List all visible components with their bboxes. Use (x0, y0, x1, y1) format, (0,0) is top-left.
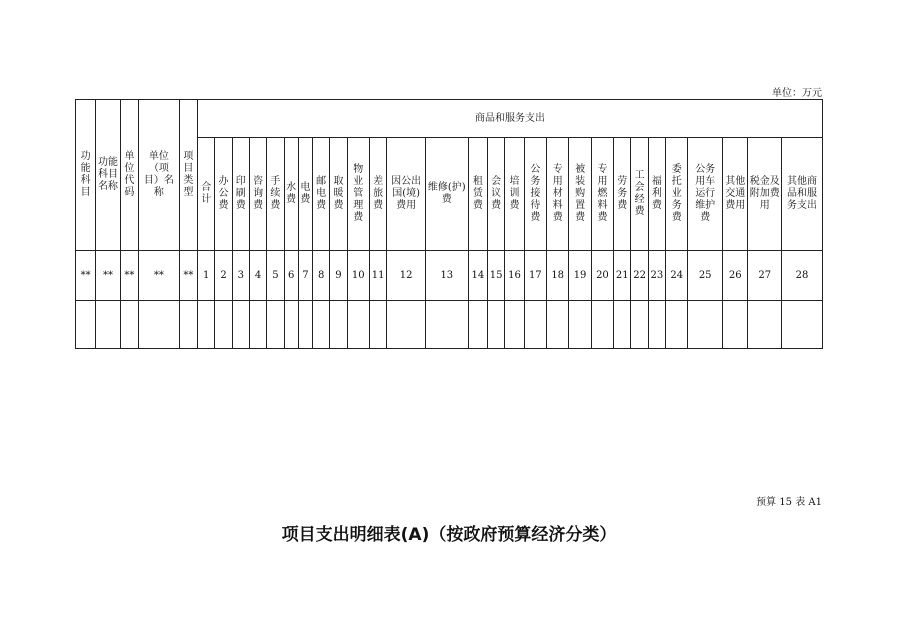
empty-cell (198, 301, 215, 349)
sub-header-12: 因公出国(境)费用 (387, 138, 426, 251)
empty-cell (648, 301, 665, 349)
column-number: 22 (631, 251, 648, 301)
empty-data-row (76, 301, 823, 349)
sub-header-7: 电费 (298, 138, 312, 251)
empty-cell (387, 301, 426, 349)
column-number: 1 (198, 251, 215, 301)
empty-cell (569, 301, 591, 349)
sub-header-24: 委托业务费 (666, 138, 688, 251)
column-number: 24 (666, 251, 688, 301)
column-number: 17 (524, 251, 546, 301)
empty-cell (298, 301, 312, 349)
group-header-goods-services: 商品和服务支出 (198, 100, 823, 138)
empty-cell (666, 301, 688, 349)
empty-cell (631, 301, 648, 349)
column-number: 12 (387, 251, 426, 301)
sub-header-1: 合计 (198, 138, 215, 251)
header-unit-code: 单位代码 (120, 100, 138, 251)
header-project-type: 项目类型 (179, 100, 197, 251)
empty-cell (284, 301, 298, 349)
budget-table (75, 99, 823, 349)
sub-header-21: 劳务费 (614, 138, 631, 251)
header-row-1 (76, 100, 823, 138)
column-number: 21 (614, 251, 631, 301)
header-unit-project-name: 单位（项目）名称 (139, 100, 180, 251)
column-number-row (76, 251, 823, 301)
sub-header-20: 专用燃料费 (591, 138, 613, 251)
empty-cell (179, 301, 197, 349)
column-number: 20 (591, 251, 613, 301)
sub-header-22: 工会经费 (631, 138, 648, 251)
column-number: 28 (782, 251, 823, 301)
code-cell: ** (96, 251, 120, 301)
column-number: 25 (688, 251, 723, 301)
column-number: 2 (215, 251, 232, 301)
code-cell: ** (179, 251, 197, 301)
column-number: 9 (330, 251, 347, 301)
sub-header-9: 取暖费 (330, 138, 347, 251)
column-number: 18 (547, 251, 569, 301)
empty-cell (267, 301, 284, 349)
code-cell: ** (139, 251, 180, 301)
sub-header-19: 被装购置费 (569, 138, 591, 251)
sub-header-17: 公务接待费 (524, 138, 546, 251)
column-number: 7 (298, 251, 312, 301)
empty-cell (425, 301, 468, 349)
sub-header-18: 专用材料费 (547, 138, 569, 251)
empty-cell (614, 301, 631, 349)
sub-header-28: 其他商品和服务支出 (782, 138, 823, 251)
sub-header-4: 咨询费 (249, 138, 266, 251)
sub-header-25: 公务用车运行维护费 (688, 138, 723, 251)
sub-header-16: 培训费 (505, 138, 524, 251)
empty-cell (330, 301, 347, 349)
sub-header-26: 其他交通费用 (722, 138, 747, 251)
sub-header-13: 维修(护)费 (425, 138, 468, 251)
empty-cell (488, 301, 505, 349)
empty-cell (722, 301, 747, 349)
empty-cell (249, 301, 266, 349)
column-number: 3 (232, 251, 249, 301)
column-number: 4 (249, 251, 266, 301)
table-code: 预算 15 表 A1 (756, 497, 822, 508)
empty-cell (76, 301, 96, 349)
column-number: 13 (425, 251, 468, 301)
empty-cell (232, 301, 249, 349)
column-number: 27 (748, 251, 782, 301)
sub-header-3: 印刷费 (232, 138, 249, 251)
empty-cell (547, 301, 569, 349)
column-number: 14 (468, 251, 487, 301)
sub-header-14: 租赁费 (468, 138, 487, 251)
page-title: 项目支出明细表(A)（按政府预算经济分类） (281, 525, 617, 545)
empty-cell (139, 301, 180, 349)
empty-cell (347, 301, 369, 349)
sub-header-2: 办公费 (215, 138, 232, 251)
empty-cell (688, 301, 723, 349)
column-number: 16 (505, 251, 524, 301)
header-function-subject: 功能科目 (76, 100, 96, 251)
sub-header-15: 会议费 (488, 138, 505, 251)
empty-cell (505, 301, 524, 349)
sub-header-23: 福利费 (648, 138, 665, 251)
empty-cell (524, 301, 546, 349)
empty-cell (782, 301, 823, 349)
empty-cell (96, 301, 120, 349)
column-number: 5 (267, 251, 284, 301)
empty-cell (215, 301, 232, 349)
empty-cell (313, 301, 330, 349)
empty-cell (369, 301, 386, 349)
column-number: 19 (569, 251, 591, 301)
code-cell: ** (120, 251, 138, 301)
empty-cell (748, 301, 782, 349)
column-number: 6 (284, 251, 298, 301)
sub-header-8: 邮电费 (313, 138, 330, 251)
column-number: 26 (722, 251, 747, 301)
column-number: 15 (488, 251, 505, 301)
sub-header-11: 差旅费 (369, 138, 386, 251)
empty-cell (468, 301, 487, 349)
code-cell: ** (76, 251, 96, 301)
empty-cell (591, 301, 613, 349)
column-number: 8 (313, 251, 330, 301)
header-function-subject-name: 功能科目名称 (96, 100, 120, 251)
sub-header-5: 手续费 (267, 138, 284, 251)
sub-header-10: 物业管理费 (347, 138, 369, 251)
empty-cell (120, 301, 138, 349)
sub-header-6: 水费 (284, 138, 298, 251)
unit-label: 单位：万元 (772, 88, 822, 99)
column-number: 11 (369, 251, 386, 301)
column-number: 23 (648, 251, 665, 301)
sub-header-27: 税金及附加费用 (748, 138, 782, 251)
column-number: 10 (347, 251, 369, 301)
